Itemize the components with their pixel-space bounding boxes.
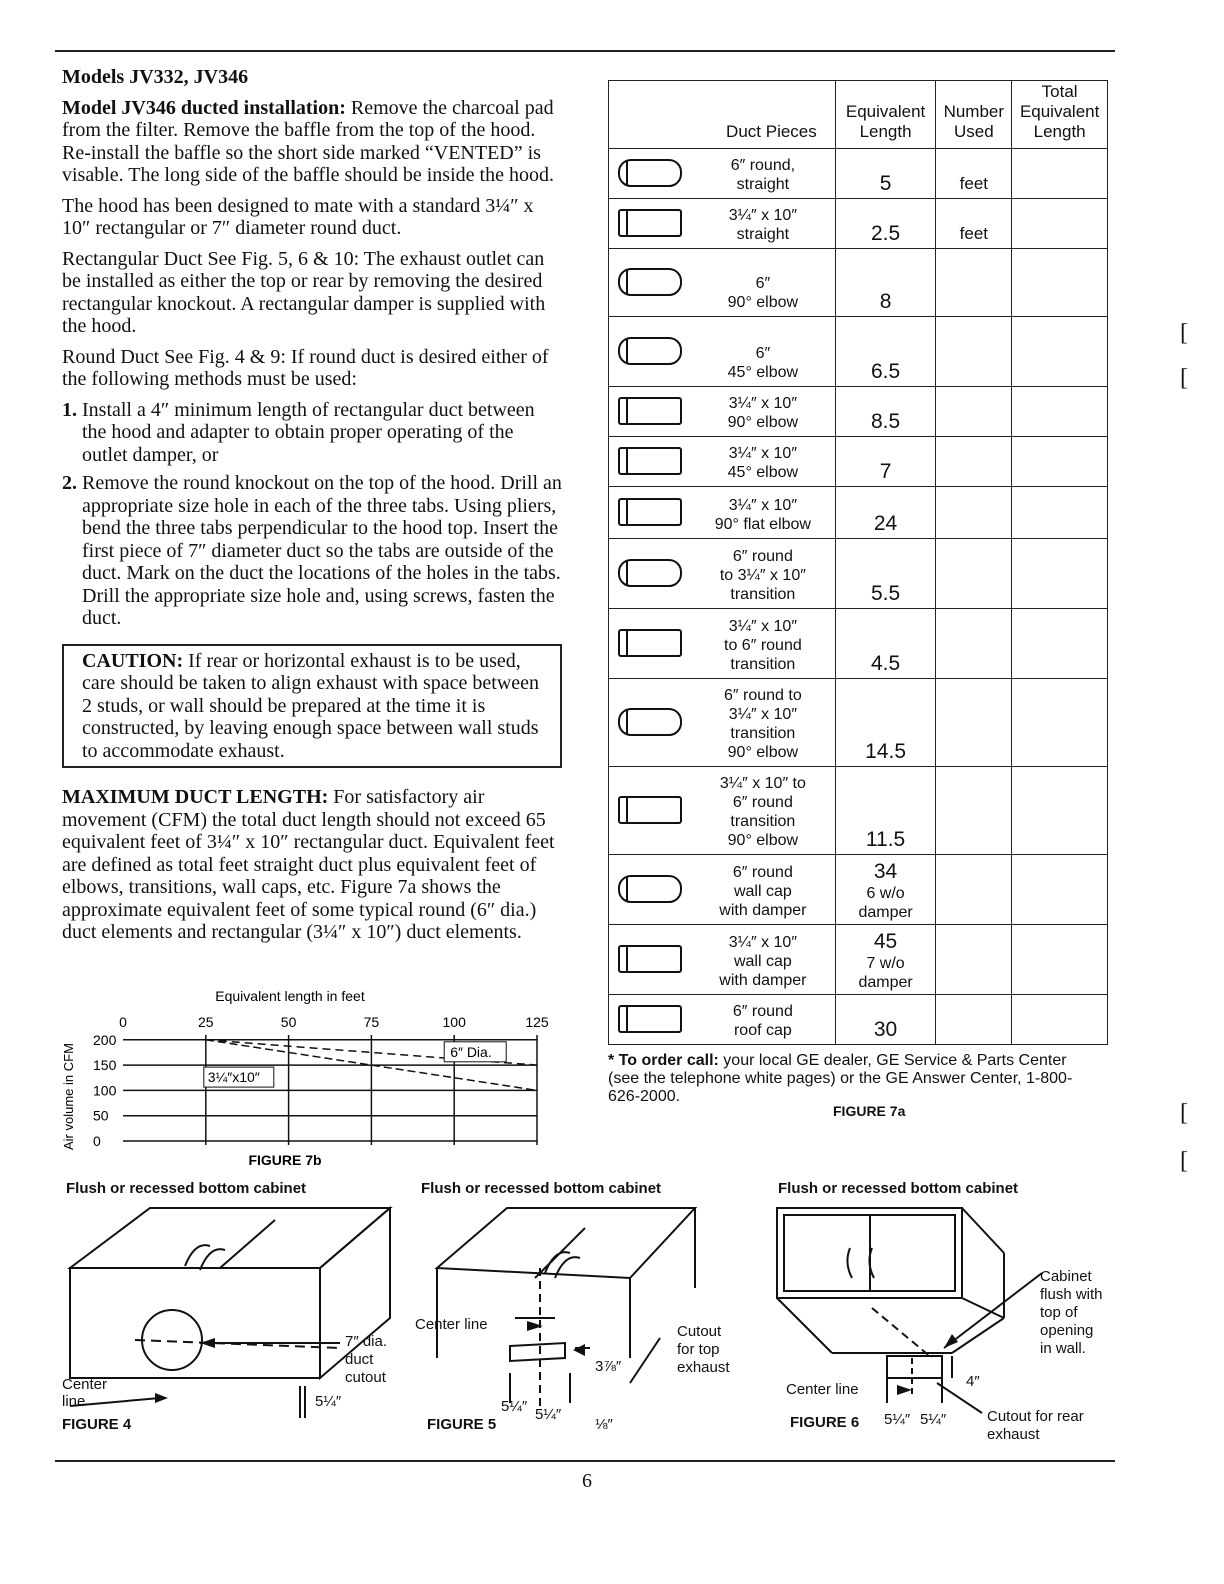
number-used-cell: feet xyxy=(936,149,1012,199)
figure-6-cabinet-label: Cabinet flush with top of opening in wall. xyxy=(1040,1268,1103,1357)
total-equivalent-cell xyxy=(1012,149,1108,199)
chart-title: Equivalent length in feet xyxy=(215,988,365,1004)
x-tick-label: 75 xyxy=(363,1014,380,1030)
left-column xyxy=(62,66,562,952)
equivalent-length-value: 2.5 xyxy=(870,222,901,245)
total-equivalent-cell xyxy=(1012,317,1108,387)
duct-piece-label: 6″ round, straight xyxy=(730,157,796,193)
duct-piece-cell xyxy=(609,609,836,679)
equivalent-length-value: 4.5 xyxy=(870,652,901,675)
table-row xyxy=(609,855,1108,925)
header-total-equivalent: Total Equivalent Length xyxy=(1012,81,1108,149)
duct-piece-cell xyxy=(609,487,836,539)
series-label: 6″ Dia. xyxy=(450,1043,492,1060)
duct-piece-cell xyxy=(609,539,836,609)
duct-piece-label: 3¼″ x 10″ straight xyxy=(728,207,797,243)
ducted-install-text: Remove the charcoal pad from the filter. Remove the baffle from the top of the hood. Re-install the baffle so the short side marked “VENTED” is visable. The long side of the baffle should be inside the hood. xyxy=(62,96,554,186)
x-tick-label: 100 xyxy=(442,1014,466,1030)
rect-to-round-transition-icon xyxy=(609,611,691,674)
duct-piece-cell xyxy=(609,995,836,1045)
number-used-cell xyxy=(936,925,1012,995)
chart-svg xyxy=(55,985,555,1170)
duct-piece-cell xyxy=(609,199,836,249)
rect-90-elbow-icon xyxy=(609,389,691,432)
rect-round-elbow-transition-icon xyxy=(609,769,691,850)
number-used-cell xyxy=(936,539,1012,609)
method-step-2 xyxy=(62,472,562,630)
figure-6-title: Flush or recessed bottom cabinet xyxy=(778,1180,1019,1197)
table-row xyxy=(609,609,1108,679)
ducted-install-lead: Model JV346 ducted installation: xyxy=(62,96,346,119)
equivalent-length-cell xyxy=(835,199,936,249)
duct-piece-cell xyxy=(609,437,836,487)
y-tick-label: 100 xyxy=(93,1082,117,1099)
equivalent-length-value: 5.5 xyxy=(870,582,901,605)
figure-5-dim-a: 3⅞″ xyxy=(595,1358,622,1375)
table-row xyxy=(609,995,1108,1045)
y-axis-label: Air volume in CFM xyxy=(61,1043,76,1150)
figure-4-title: Flush or recessed bottom cabinet xyxy=(66,1180,307,1197)
equivalent-length-cell xyxy=(835,539,936,609)
number-used-cell xyxy=(936,995,1012,1045)
duct-piece-cell xyxy=(609,387,836,437)
equivalent-length-cell xyxy=(835,925,936,995)
equivalent-length-cell xyxy=(835,249,936,317)
rect-flat-elbow-icon xyxy=(609,489,691,534)
equivalent-length-cell xyxy=(835,855,936,925)
rect-duct-para: Rectangular Duct See Fig. 5, 6 & 10: The exhaust outlet can be installed as either the top or rear by removing the desired rectangular knockout. A rectangular damper is supplied with the hood. xyxy=(62,247,546,337)
table-row xyxy=(609,925,1108,995)
equivalent-length-cell xyxy=(835,679,936,767)
series-label: 3¼″x10″ xyxy=(207,1069,260,1086)
order-lead: * To order call: xyxy=(608,1052,719,1069)
equivalent-length-note: 6 w/o damper xyxy=(858,885,913,921)
number-used-cell xyxy=(936,437,1012,487)
figure-5-center-label: Center line xyxy=(415,1316,488,1333)
figure-4-drawing xyxy=(60,1178,405,1438)
figure-5-title: Flush or recessed bottom cabinet xyxy=(421,1180,662,1197)
equivalent-length-cell xyxy=(835,995,936,1045)
equivalent-length-value: 14.5 xyxy=(865,740,906,763)
figure-7b-chart xyxy=(55,985,555,1170)
equivalent-length-value: 24 xyxy=(873,512,898,535)
round-45-elbow-icon xyxy=(609,319,691,382)
figure-7b-label: FIGURE 7b xyxy=(248,1152,322,1168)
header-number-used: Number Used xyxy=(936,81,1012,149)
duct-piece-label: 6″ round to 3¼″ x 10″ transition xyxy=(719,548,806,603)
ducted-install-para xyxy=(62,97,562,187)
equivalent-length-value: 8 xyxy=(879,290,892,313)
figure-6-cutout-label: Cutout for rear exhaust xyxy=(987,1408,1084,1443)
max-duct-lead: MAXIMUM DUCT LENGTH: xyxy=(62,786,329,808)
duct-piece-cell xyxy=(609,767,836,855)
table-row xyxy=(609,249,1108,317)
equivalent-length-value: 5 xyxy=(879,172,892,195)
number-used-cell xyxy=(936,317,1012,387)
rect-wall-cap-icon xyxy=(609,927,691,990)
total-equivalent-cell xyxy=(1012,925,1108,995)
header-equivalent-length: Equivalent Length xyxy=(835,81,936,149)
header-duct-pieces: Duct Pieces xyxy=(609,81,836,149)
step-number: 2. xyxy=(62,472,77,494)
x-tick-label: 125 xyxy=(525,1014,549,1030)
round-to-rect-transition-icon xyxy=(609,541,691,604)
rect-45-elbow-icon xyxy=(609,439,691,482)
number-used-cell xyxy=(936,609,1012,679)
duct-piece-label: 6″ round roof cap xyxy=(732,1003,793,1039)
roof-cap-icon xyxy=(609,997,691,1040)
number-used-cell xyxy=(936,679,1012,767)
equivalent-length-cell xyxy=(835,487,936,539)
equivalent-length-value: 8.5 xyxy=(870,410,901,433)
duct-piece-label: 3¼″ x 10″ 90° flat elbow xyxy=(714,497,811,533)
bottom-rule xyxy=(55,1460,1115,1462)
equivalent-length-cell xyxy=(835,609,936,679)
margin-mark: [ xyxy=(1180,1148,1188,1174)
equivalent-length-cell xyxy=(835,437,936,487)
top-rule xyxy=(55,50,1115,52)
rect-straight-duct-icon xyxy=(609,201,691,244)
equivalent-length-value: 30 xyxy=(873,1018,898,1041)
max-duct-para xyxy=(62,786,562,944)
table-row xyxy=(609,149,1108,199)
x-tick-label: 0 xyxy=(119,1014,127,1030)
duct-piece-cell xyxy=(609,149,836,199)
table-header-row xyxy=(609,81,1108,149)
caution-lead: CAUTION: xyxy=(82,649,184,672)
figure-5-dim-b: 5¼″ xyxy=(501,1398,528,1415)
margin-mark: [ xyxy=(1180,1100,1188,1126)
y-tick-label: 50 xyxy=(93,1107,109,1124)
y-tick-label: 0 xyxy=(93,1133,101,1149)
table-row xyxy=(609,767,1108,855)
total-equivalent-cell xyxy=(1012,387,1108,437)
duct-piece-label: 3¼″ x 10″ 45° elbow xyxy=(727,445,799,481)
table-row xyxy=(609,487,1108,539)
margin-mark: [ xyxy=(1180,320,1188,346)
x-tick-label: 25 xyxy=(198,1014,214,1030)
total-equivalent-cell xyxy=(1012,995,1108,1045)
duct-piece-cell xyxy=(609,855,836,925)
total-equivalent-cell xyxy=(1012,249,1108,317)
total-equivalent-cell xyxy=(1012,855,1108,925)
margin-mark: [ xyxy=(1180,365,1188,391)
equivalent-length-value: 7 xyxy=(879,460,892,483)
x-tick-label: 50 xyxy=(280,1014,297,1030)
figure-5 xyxy=(415,1178,760,1443)
figure-6-dim-b: 5¼″ xyxy=(884,1411,911,1428)
equivalent-length-value: 45 xyxy=(873,930,898,953)
mate-para: The hood has been designed to mate with a standard 3¼″ x 10″ rectangular or 7″ diameter round duct. xyxy=(62,194,534,239)
duct-piece-cell xyxy=(609,249,836,317)
figure-5-dim-d: ⅛″ xyxy=(595,1416,613,1433)
method-step-1 xyxy=(62,399,562,467)
number-used-cell xyxy=(936,767,1012,855)
caution-text: If rear or horizontal exhaust is to be used, care should be taken to align exhaust with space between 2 studs, or wall should be prepared at the time it is constructed, by leaving enough space between wall studs to accommodate exhaust. xyxy=(82,649,540,762)
equivalent-length-cell xyxy=(835,767,936,855)
total-equivalent-cell xyxy=(1012,539,1108,609)
equivalent-length-cell xyxy=(835,149,936,199)
equivalent-length-value: 34 xyxy=(873,860,898,883)
round-wall-cap-icon xyxy=(609,857,691,920)
duct-piece-label: 3¼″ x 10″ wall cap with damper xyxy=(719,934,807,989)
table-row xyxy=(609,679,1108,767)
equivalent-length-cell xyxy=(835,317,936,387)
step-text: Install a 4″ minimum length of rectangular duct between the hood and adapter to obtain proper operating of the outlet damper, or xyxy=(82,398,535,466)
y-tick-label: 200 xyxy=(93,1031,117,1048)
duct-piece-label: 6″ round wall cap with damper xyxy=(719,864,807,919)
figure-5-label: FIGURE 5 xyxy=(427,1416,497,1433)
number-used-cell xyxy=(936,487,1012,539)
figure-6-center-label: Center line xyxy=(786,1381,859,1398)
figure-4-dim: 5¼″ xyxy=(315,1393,342,1410)
models-heading: Models JV332, JV346 xyxy=(62,66,249,88)
equivalent-length-cell xyxy=(835,387,936,437)
round-90-elbow-icon xyxy=(609,251,691,312)
equivalent-length-value: 11.5 xyxy=(865,828,906,851)
figure-4 xyxy=(60,1178,405,1438)
duct-piece-label: 3¼″ x 10″ 90° elbow xyxy=(727,395,799,431)
table-body xyxy=(609,149,1108,1045)
table-row xyxy=(609,437,1108,487)
step-number: 1. xyxy=(62,398,77,421)
y-tick-label: 150 xyxy=(93,1057,117,1074)
figure-5-drawing xyxy=(415,1178,760,1443)
total-equivalent-cell xyxy=(1012,199,1108,249)
duct-piece-label: 6″ round to 3¼″ x 10″ transition 90° elbow xyxy=(724,687,802,761)
total-equivalent-cell xyxy=(1012,437,1108,487)
total-equivalent-cell xyxy=(1012,609,1108,679)
figure-4-cutout-label: 7″ dia. duct cutout xyxy=(345,1333,388,1386)
figure-6 xyxy=(772,1178,1117,1448)
duct-piece-cell xyxy=(609,317,836,387)
table-row xyxy=(609,199,1108,249)
table-row xyxy=(609,539,1108,609)
number-used-cell xyxy=(936,855,1012,925)
duct-piece-label: 3¼″ x 10″ to 6″ round transition xyxy=(724,618,802,673)
duct-piece-label: 3¼″ x 10″ to 6″ round transition 90° elbow xyxy=(719,775,806,849)
number-used-cell xyxy=(936,249,1012,317)
duct-piece-cell xyxy=(609,925,836,995)
duct-piece-label: 6″ 45° elbow xyxy=(727,345,799,381)
figure-5-dim-c: 5¼″ xyxy=(535,1406,562,1423)
round-rect-elbow-transition-icon xyxy=(609,681,691,762)
step-text: Remove the round knockout on the top of the hood. Drill an appropriate size hole in each of the three tabs. Using pliers, bend the three tabs perpendicular to the hood top. Insert the first piece of 7″ diameter duct so the tabs are outside of the duct. Mark on the duct the locations of the holes in the tabs. Drill the appropriate size hole and, using screws, fasten the duct. xyxy=(82,472,562,629)
max-duct-text: For satisfactory air movement (CFM) the total duct length should not exceed 65 equivalent feet of 3¼″ x 10″ rectangular duct. Equivalent feet are defined as total feet straight duct plus equivalent feet of elbows, transitions, wall caps, etc. Figure 7a shows the approximate equivalent feet of some typical round (6″ dia.) duct elements and rectangular (3¼″ x 10″) duct elements. xyxy=(62,786,555,943)
equivalent-length-note: 7 w/o damper xyxy=(858,955,913,991)
total-equivalent-cell xyxy=(1012,767,1108,855)
duct-pieces-table xyxy=(608,80,1108,1045)
figure-4-center-label: Center line xyxy=(62,1376,108,1410)
figure-6-label: FIGURE 6 xyxy=(790,1414,860,1431)
number-used-cell: feet xyxy=(936,199,1012,249)
total-equivalent-cell xyxy=(1012,487,1108,539)
table-row xyxy=(609,387,1108,437)
order-text: your local GE dealer, GE Service & Parts Center (see the telephone white pages) or the GE Answer Center, 1-800-626-2000. xyxy=(608,1052,1073,1105)
order-note xyxy=(608,1052,1088,1106)
equivalent-length-value: 6.5 xyxy=(870,360,901,383)
round-duct-para: Round Duct See Fig. 4 & 9: If round duct is desired either of the following methods must be used: xyxy=(62,345,549,390)
round-straight-duct-icon xyxy=(609,151,691,194)
figure-6-dim-a: 4″ xyxy=(966,1373,980,1390)
table-row xyxy=(609,317,1108,387)
page-number: 6 xyxy=(582,1470,592,1492)
figure-7a-label: FIGURE 7a xyxy=(833,1103,906,1119)
total-equivalent-cell xyxy=(1012,679,1108,767)
caution-box xyxy=(62,644,562,769)
figure-6-dim-c: 5¼″ xyxy=(920,1411,947,1428)
figure-5-cutout-label: Cutout for top exhaust xyxy=(677,1323,730,1376)
figure-4-label: FIGURE 4 xyxy=(62,1416,132,1433)
duct-piece-label: 6″ 90° elbow xyxy=(727,275,799,311)
duct-piece-cell xyxy=(609,679,836,767)
number-used-cell xyxy=(936,387,1012,437)
method-list xyxy=(62,399,562,630)
